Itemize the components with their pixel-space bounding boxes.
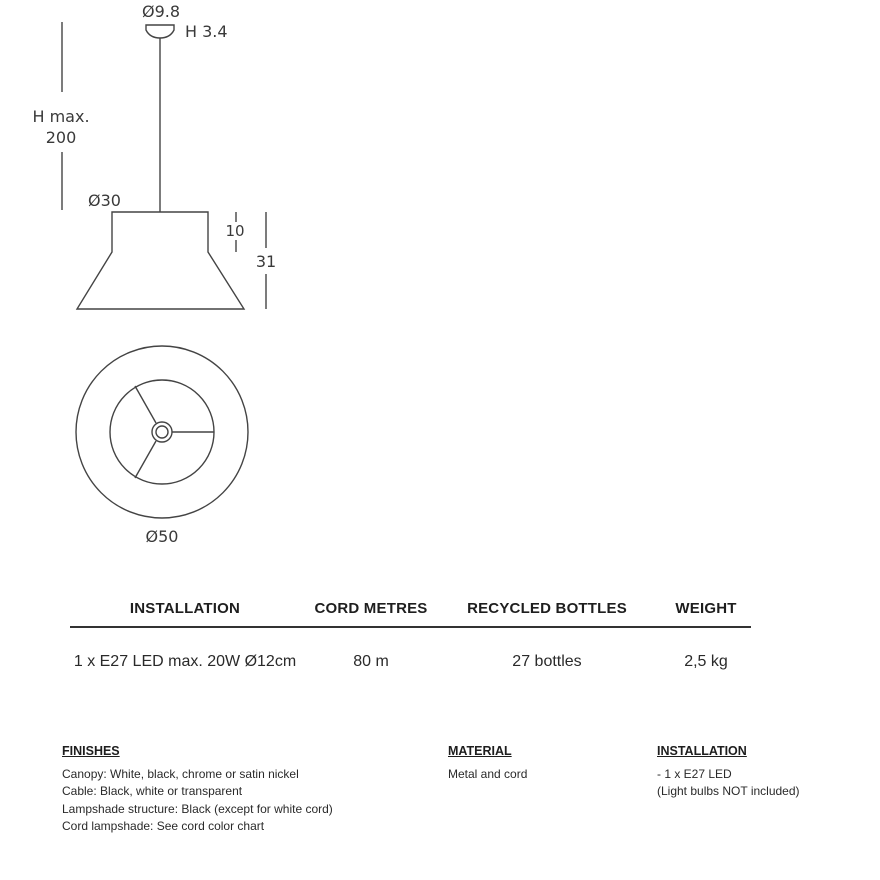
material-title: MATERIAL [448, 744, 512, 758]
value-installation: 1 x E27 LED max. 20W Ø12cm [73, 653, 297, 670]
max-height-label-line1: H max. [32, 107, 90, 126]
max-height-label-line2: 200 [45, 128, 77, 147]
spec-table-row [70, 642, 751, 676]
finishes-title: FINISHES [62, 744, 120, 758]
spoke-upper [135, 386, 156, 423]
finishes-section [62, 743, 333, 836]
installation-title: INSTALLATION [657, 744, 747, 758]
header-installation: INSTALLATION [129, 600, 241, 617]
shade-total-height-label: 31 [255, 252, 277, 271]
header-cord-metres: CORD METRES [314, 600, 428, 617]
material-section [448, 743, 527, 783]
installation-line: - 1 x E27 LED [657, 766, 732, 781]
lampshade-outline [77, 212, 244, 309]
value-recycled-bottles: 27 bottles [512, 653, 582, 670]
spoke-lower [135, 441, 156, 478]
installation-line: (Light bulbs NOT included) [657, 784, 800, 798]
value-weight: 2,5 kg [684, 653, 728, 670]
installation-section [657, 743, 800, 801]
value-cord-metres: 80 m [353, 653, 389, 670]
spec-table-header [70, 592, 751, 628]
spec-table [70, 592, 751, 676]
header-weight: WEIGHT [675, 600, 737, 617]
canopy-diameter-label: Ø9.8 [142, 2, 181, 21]
finishes-line: Lampshade structure: Black (except for white cord) [62, 801, 333, 816]
shade-bottom-diameter-label: Ø50 [145, 527, 179, 546]
finishes-line: Cable: Black, white or transparent [62, 784, 243, 798]
socket-center [156, 426, 168, 438]
header-recycled-bottles: RECYCLED BOTTLES [467, 600, 627, 617]
finishes-line: Cord lampshade: See cord color chart [62, 819, 265, 833]
finishes-line: Canopy: White, black, chrome or satin nickel [62, 766, 299, 781]
shade-outer-circle [76, 346, 248, 518]
shade-top-diameter-label: Ø30 [88, 191, 121, 210]
shade-top-height-label: 10 [225, 222, 245, 240]
canopy-shape [146, 25, 174, 38]
canopy-height-label: H 3.4 [185, 22, 228, 41]
material-line: Metal and cord [448, 766, 528, 781]
side-elevation [62, 22, 266, 309]
socket-ring [152, 422, 172, 442]
plan-view [76, 346, 248, 518]
